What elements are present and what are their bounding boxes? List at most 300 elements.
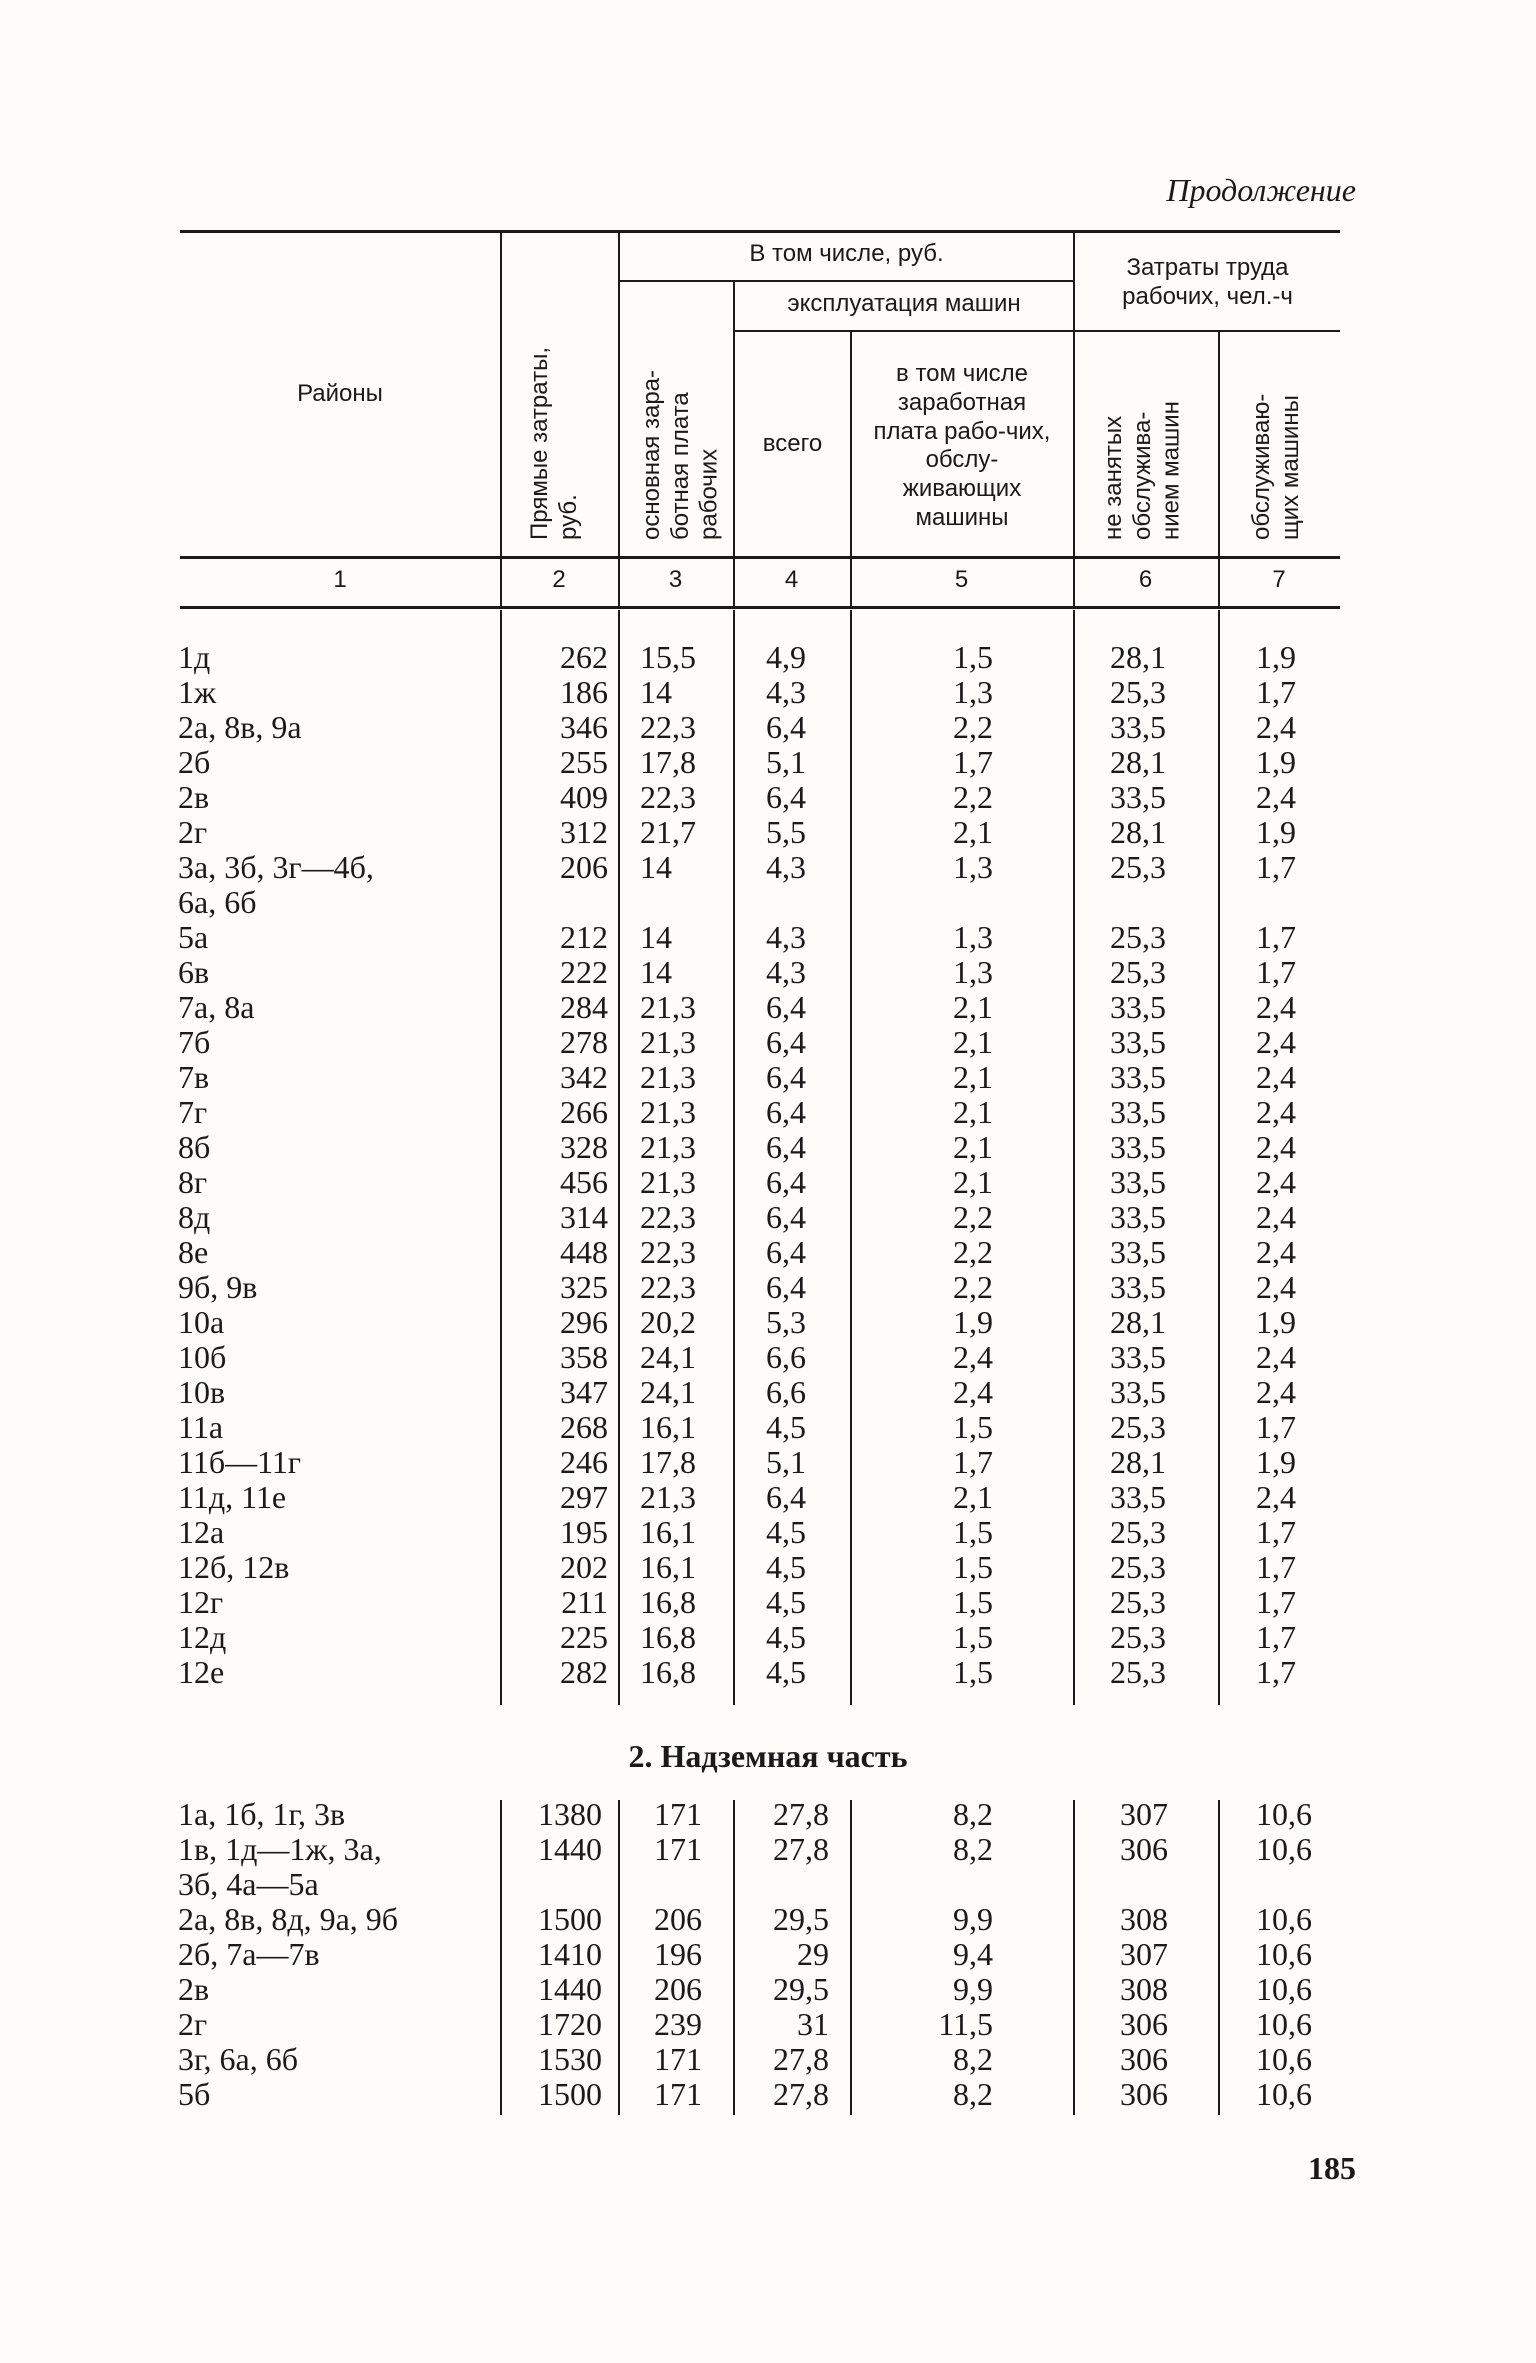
region-cell: 12б, 12в: [178, 1549, 290, 1585]
region-cell: 12а: [178, 1514, 225, 1550]
value-cell: 4,5: [766, 1619, 806, 1655]
value-cell: 268: [560, 1409, 608, 1445]
header-subrule: [620, 280, 1073, 282]
value-cell: 10,6: [1256, 1901, 1312, 1937]
value-cell: 1,9: [1256, 1444, 1296, 1480]
value-cell: 239: [654, 2006, 702, 2042]
value-cell: 1,5: [953, 1619, 993, 1655]
value-cell: 22,3: [640, 1199, 696, 1235]
value-cell: 29: [797, 1936, 829, 1972]
region-cell: 10а: [178, 1304, 225, 1340]
table-row: [0, 1060, 1536, 1095]
value-cell: 6,4: [766, 1164, 806, 1200]
value-cell: 186: [560, 674, 608, 710]
value-cell: 10,6: [1256, 2041, 1312, 2077]
region-cell: 2б, 7а—7в: [178, 1936, 320, 1972]
value-cell: 4,5: [766, 1409, 806, 1445]
value-cell: 2,2: [953, 1234, 993, 1270]
value-cell: 255: [560, 744, 608, 780]
value-cell: 29,5: [773, 1971, 829, 2007]
col-number: 7: [1272, 566, 1286, 593]
value-cell: 409: [560, 779, 608, 815]
header-regions: Районы: [297, 380, 383, 407]
region-cell: 7в: [178, 1059, 210, 1095]
table-row: [0, 990, 1536, 1025]
value-cell: 1,5: [953, 1549, 993, 1585]
value-cell: 1,9: [953, 1304, 993, 1340]
table-row: [0, 1165, 1536, 1200]
value-cell: 308: [1120, 1971, 1168, 2007]
value-cell: 6,4: [766, 1234, 806, 1270]
value-cell: 33,5: [1110, 989, 1166, 1025]
value-cell: 222: [560, 954, 608, 990]
value-cell: 1,9: [1256, 744, 1296, 780]
value-cell: 206: [654, 1971, 702, 2007]
value-cell: 9,4: [953, 1936, 993, 1972]
table-row: [0, 1550, 1536, 1585]
value-cell: 5,1: [766, 744, 806, 780]
value-cell: 6,4: [766, 1479, 806, 1515]
region-cell: 2в: [178, 779, 210, 815]
value-cell: 1,7: [1256, 1654, 1296, 1690]
region-cell: 7а, 8а: [178, 989, 255, 1025]
value-cell: 2,4: [1256, 1479, 1296, 1515]
value-cell: 1,7: [1256, 849, 1296, 885]
header-subrule: [735, 330, 1073, 332]
table-row: [0, 1235, 1536, 1270]
region-cell: 1в, 1д—1ж, 3а,: [178, 1831, 382, 1867]
value-cell: 22,3: [640, 1269, 696, 1305]
value-cell: 2,4: [1256, 709, 1296, 745]
value-cell: 1,7: [1256, 1619, 1296, 1655]
value-cell: 1,7: [1256, 1514, 1296, 1550]
value-cell: 307: [1120, 1936, 1168, 1972]
value-cell: 2,2: [953, 779, 993, 815]
value-cell: 25,3: [1110, 849, 1166, 885]
header-direct-costs: Прямые затраты, руб.: [526, 347, 582, 540]
value-cell: 306: [1120, 2041, 1168, 2077]
col-number: 1: [333, 566, 347, 593]
region-cell: 3г, 6а, 6б: [178, 2041, 298, 2077]
value-cell: 10,6: [1256, 1971, 1312, 2007]
value-cell: 25,3: [1110, 674, 1166, 710]
table-row: [0, 1445, 1536, 1480]
table-row: [0, 2077, 1536, 2112]
value-cell: 16,8: [640, 1654, 696, 1690]
header-base-wage: основная зара-ботная плата рабочих: [638, 369, 723, 540]
value-cell: 1,9: [1256, 639, 1296, 675]
value-cell: 297: [560, 1479, 608, 1515]
value-cell: 171: [654, 1831, 702, 1867]
header-not-busy: не занятых обслужива-нием машин: [1100, 401, 1185, 540]
header-subrule: [1075, 330, 1340, 332]
value-cell: 6,4: [766, 1059, 806, 1095]
value-cell: 1500: [538, 2076, 602, 2112]
value-cell: 28,1: [1110, 814, 1166, 850]
value-cell: 10,6: [1256, 1796, 1312, 1832]
value-cell: 1,7: [1256, 1584, 1296, 1620]
table-row: [0, 1902, 1536, 1937]
region-cell: 7б: [178, 1024, 211, 1060]
value-cell: 33,5: [1110, 1094, 1166, 1130]
value-cell: 225: [560, 1619, 608, 1655]
value-cell: 31: [797, 2006, 829, 2042]
value-cell: 1410: [538, 1936, 602, 1972]
region-cell: 6а, 6б: [178, 884, 257, 920]
value-cell: 6,4: [766, 1094, 806, 1130]
value-cell: 1,5: [953, 1514, 993, 1550]
header-divider: [500, 232, 502, 606]
value-cell: 1,9: [1256, 1304, 1296, 1340]
region-cell: 2а, 8в, 9а: [178, 709, 302, 745]
header-servicing: обслуживаю-щих машины: [1248, 393, 1304, 540]
value-cell: 206: [654, 1901, 702, 1937]
top-rule: [180, 230, 1340, 233]
value-cell: 6,4: [766, 1269, 806, 1305]
value-cell: 246: [560, 1444, 608, 1480]
value-cell: 1,3: [953, 954, 993, 990]
col-number: 4: [784, 566, 799, 593]
table-row: [0, 1025, 1536, 1060]
value-cell: 266: [560, 1094, 608, 1130]
value-cell: 342: [560, 1059, 608, 1095]
value-cell: 2,4: [1256, 1094, 1296, 1130]
value-cell: 2,1: [953, 1094, 993, 1130]
value-cell: 25,3: [1110, 1654, 1166, 1690]
col-number: 2: [552, 566, 566, 593]
value-cell: 20,2: [640, 1304, 696, 1340]
region-cell: 11а: [178, 1409, 224, 1445]
value-cell: 21,7: [640, 814, 696, 850]
value-cell: 29,5: [773, 1901, 829, 1937]
header-divider: [1218, 332, 1220, 606]
region-cell: 11б—11г: [178, 1444, 302, 1480]
value-cell: 21,3: [640, 1129, 696, 1165]
value-cell: 33,5: [1110, 779, 1166, 815]
value-cell: 16,1: [640, 1549, 696, 1585]
value-cell: 10,6: [1256, 2006, 1312, 2042]
value-cell: 262: [560, 639, 608, 675]
value-cell: 2,1: [953, 1129, 993, 1165]
value-cell: 1,5: [953, 639, 993, 675]
value-cell: 2,1: [953, 814, 993, 850]
value-cell: 27,8: [773, 2041, 829, 2077]
region-cell: 12д: [178, 1619, 227, 1655]
value-cell: 307: [1120, 1796, 1168, 1832]
value-cell: 2,4: [1256, 779, 1296, 815]
numbers-bottom-rule: [180, 606, 1340, 609]
page-number: 185: [1308, 2150, 1356, 2186]
value-cell: 1,7: [1256, 919, 1296, 955]
table-row: [0, 1270, 1536, 1305]
value-cell: 16,8: [640, 1619, 696, 1655]
value-cell: 25,3: [1110, 1549, 1166, 1585]
value-cell: 1,7: [1256, 674, 1296, 710]
value-cell: 6,4: [766, 1199, 806, 1235]
value-cell: 284: [560, 989, 608, 1025]
value-cell: 28,1: [1110, 744, 1166, 780]
table-row: [0, 1515, 1536, 1550]
value-cell: 1440: [538, 1831, 602, 1867]
value-cell: 195: [560, 1514, 608, 1550]
table-row: [0, 815, 1536, 850]
value-cell: 8,2: [953, 2041, 993, 2077]
value-cell: 1530: [538, 2041, 602, 2077]
table-row: [0, 675, 1536, 710]
value-cell: 1440: [538, 1971, 602, 2007]
value-cell: 6,6: [766, 1374, 806, 1410]
header-incl-group: В том числе, руб.: [749, 240, 944, 267]
value-cell: 33,5: [1110, 1164, 1166, 1200]
table-row: [0, 1655, 1536, 1690]
value-cell: 328: [560, 1129, 608, 1165]
value-cell: 9,9: [953, 1971, 993, 2007]
table-row: [0, 955, 1536, 990]
region-cell: 12г: [178, 1584, 224, 1620]
value-cell: 28,1: [1110, 1304, 1166, 1340]
value-cell: 2,4: [1256, 1269, 1296, 1305]
value-cell: 2,4: [1256, 1164, 1296, 1200]
region-cell: 2б: [178, 744, 211, 780]
table-row: [0, 1620, 1536, 1655]
section2-title: 2. Надземная часть: [628, 1738, 908, 1774]
value-cell: 1,3: [953, 849, 993, 885]
value-cell: 33,5: [1110, 1269, 1166, 1305]
table-row: [0, 850, 1536, 885]
value-cell: 27,8: [773, 2076, 829, 2112]
value-cell: 17,8: [640, 1444, 696, 1480]
value-cell: 11,5: [938, 2006, 993, 2042]
value-cell: 171: [654, 2041, 702, 2077]
value-cell: 25,3: [1110, 1409, 1166, 1445]
value-cell: 2,1: [953, 1479, 993, 1515]
value-cell: 1,7: [953, 744, 993, 780]
value-cell: 358: [560, 1339, 608, 1375]
value-cell: 4,5: [766, 1584, 806, 1620]
value-cell: 4,5: [766, 1654, 806, 1690]
region-cell: 10б: [178, 1339, 227, 1375]
value-cell: 2,4: [1256, 1199, 1296, 1235]
value-cell: 196: [654, 1936, 702, 1972]
value-cell: 16,1: [640, 1514, 696, 1550]
table-row: [0, 2042, 1536, 2077]
value-cell: 306: [1120, 2076, 1168, 2112]
region-cell: 10в: [178, 1374, 226, 1410]
value-cell: 314: [560, 1199, 608, 1235]
value-cell: 1,7: [953, 1444, 993, 1480]
region-cell: 9б, 9в: [178, 1269, 258, 1305]
value-cell: 1,5: [953, 1584, 993, 1620]
value-cell: 27,8: [773, 1796, 829, 1832]
region-cell: 2а, 8в, 8д, 9а, 9б: [178, 1901, 399, 1937]
value-cell: 6,4: [766, 989, 806, 1025]
table-row: [0, 1340, 1536, 1375]
header-incl-wage: в том числе заработная плата рабо-чих, обслу-живающих машины: [873, 360, 1051, 531]
value-cell: 206: [560, 849, 608, 885]
region-cell: 3а, 3б, 3г—4б,: [178, 849, 374, 885]
value-cell: 33,5: [1110, 1234, 1166, 1270]
value-cell: 2,4: [1256, 1129, 1296, 1165]
region-cell: 8б: [178, 1129, 211, 1165]
region-cell: 6в: [178, 954, 210, 990]
value-cell: 2,4: [1256, 1339, 1296, 1375]
value-cell: 296: [560, 1304, 608, 1340]
value-cell: 2,4: [1256, 1374, 1296, 1410]
value-cell: 28,1: [1110, 639, 1166, 675]
region-cell: 2г: [178, 2006, 208, 2042]
value-cell: 33,5: [1110, 709, 1166, 745]
value-cell: 347: [560, 1374, 608, 1410]
value-cell: 14: [640, 849, 672, 885]
table-row: [0, 1480, 1536, 1515]
table-row: [0, 1832, 1536, 1867]
value-cell: 2,4: [953, 1339, 993, 1375]
value-cell: 33,5: [1110, 1199, 1166, 1235]
value-cell: 33,5: [1110, 1479, 1166, 1515]
value-cell: 25,3: [1110, 1619, 1166, 1655]
table-row: [0, 710, 1536, 745]
value-cell: 8,2: [953, 1796, 993, 1832]
value-cell: 1,5: [953, 1654, 993, 1690]
value-cell: 282: [560, 1654, 608, 1690]
value-cell: 5,5: [766, 814, 806, 850]
table-row: [0, 920, 1536, 955]
value-cell: 33,5: [1110, 1339, 1166, 1375]
value-cell: 33,5: [1110, 1059, 1166, 1095]
value-cell: 1500: [538, 1901, 602, 1937]
value-cell: 4,5: [766, 1514, 806, 1550]
value-cell: 1,3: [953, 674, 993, 710]
value-cell: 10,6: [1256, 1831, 1312, 1867]
value-cell: 22,3: [640, 1234, 696, 1270]
table-row: [0, 1410, 1536, 1445]
value-cell: 2,1: [953, 989, 993, 1025]
region-cell: 8д: [178, 1199, 211, 1235]
value-cell: 278: [560, 1024, 608, 1060]
header-labor-group: Затраты труда рабочих, чел.-ч: [1122, 254, 1293, 310]
header-bottom-rule: [180, 556, 1340, 559]
value-cell: 27,8: [773, 1831, 829, 1867]
value-cell: 21,3: [640, 1164, 696, 1200]
value-cell: 1,9: [1256, 814, 1296, 850]
value-cell: 211: [561, 1584, 608, 1620]
value-cell: 2,1: [953, 1164, 993, 1200]
value-cell: 33,5: [1110, 1374, 1166, 1410]
value-cell: 171: [654, 1796, 702, 1832]
value-cell: 24,1: [640, 1339, 696, 1375]
value-cell: 21,3: [640, 989, 696, 1025]
region-cell: 5б: [178, 2076, 211, 2112]
value-cell: 306: [1120, 2006, 1168, 2042]
value-cell: 202: [560, 1549, 608, 1585]
value-cell: 14: [640, 954, 672, 990]
table-row: [0, 640, 1536, 675]
value-cell: 2,4: [1256, 1234, 1296, 1270]
value-cell: 25,3: [1110, 1514, 1166, 1550]
value-cell: 325: [560, 1269, 608, 1305]
table-row: [0, 1095, 1536, 1130]
region-cell: 5а: [178, 919, 209, 955]
value-cell: 1,7: [1256, 954, 1296, 990]
value-cell: 6,4: [766, 779, 806, 815]
value-cell: 2,2: [953, 1269, 993, 1305]
table-row: [0, 1200, 1536, 1235]
region-cell: 7г: [178, 1094, 208, 1130]
table-row: [0, 1867, 1536, 1902]
region-cell: 2в: [178, 1971, 210, 2007]
value-cell: 4,9: [766, 639, 806, 675]
value-cell: 22,3: [640, 779, 696, 815]
value-cell: 15,5: [640, 639, 696, 675]
value-cell: 10,6: [1256, 1936, 1312, 1972]
table-row: [0, 2007, 1536, 2042]
region-cell: 1а, 1б, 1г, 3в: [178, 1796, 346, 1832]
table-row: [0, 885, 1536, 920]
col-number: 5: [954, 566, 969, 593]
value-cell: 2,4: [1256, 989, 1296, 1025]
value-cell: 306: [1120, 1831, 1168, 1867]
value-cell: 24,1: [640, 1374, 696, 1410]
region-cell: 2г: [178, 814, 208, 850]
header-machines-group: эксплуатация машин: [787, 290, 1021, 317]
value-cell: 10,6: [1256, 2076, 1312, 2112]
value-cell: 2,4: [953, 1374, 993, 1410]
value-cell: 6,4: [766, 1024, 806, 1060]
value-cell: 212: [560, 919, 608, 955]
value-cell: 6,4: [766, 1129, 806, 1165]
continuation-label: Продолжение: [1166, 172, 1356, 208]
table-row: [0, 1585, 1536, 1620]
value-cell: 456: [560, 1164, 608, 1200]
value-cell: 2,1: [953, 1024, 993, 1060]
col-number: 3: [668, 566, 683, 593]
value-cell: 1,3: [953, 919, 993, 955]
value-cell: 4,3: [766, 919, 806, 955]
region-cell: 11д, 11е: [178, 1479, 287, 1515]
value-cell: 2,4: [1256, 1059, 1296, 1095]
value-cell: 8,2: [953, 1831, 993, 1867]
value-cell: 33,5: [1110, 1129, 1166, 1165]
value-cell: 2,2: [953, 709, 993, 745]
value-cell: 5,3: [766, 1304, 806, 1340]
value-cell: 4,3: [766, 674, 806, 710]
value-cell: 171: [654, 2076, 702, 2112]
header-divider: [850, 332, 852, 606]
value-cell: 28,1: [1110, 1444, 1166, 1480]
value-cell: 22,3: [640, 709, 696, 745]
value-cell: 4,3: [766, 954, 806, 990]
region-cell: 1ж: [178, 674, 217, 710]
value-cell: 6,4: [766, 709, 806, 745]
value-cell: 25,3: [1110, 919, 1166, 955]
value-cell: 17,8: [640, 744, 696, 780]
region-cell: 12е: [178, 1654, 225, 1690]
value-cell: 21,3: [640, 1094, 696, 1130]
table-row: [0, 1305, 1536, 1340]
table-row: [0, 1797, 1536, 1832]
value-cell: 312: [560, 814, 608, 850]
value-cell: 21,3: [640, 1059, 696, 1095]
value-cell: 1,7: [1256, 1549, 1296, 1585]
table-row: [0, 1130, 1536, 1165]
value-cell: 14: [640, 919, 672, 955]
header-divider: [618, 232, 620, 606]
value-cell: 1380: [538, 1796, 602, 1832]
value-cell: 33,5: [1110, 1024, 1166, 1060]
value-cell: 9,9: [953, 1901, 993, 1937]
value-cell: 21,3: [640, 1479, 696, 1515]
value-cell: 8,2: [953, 2076, 993, 2112]
